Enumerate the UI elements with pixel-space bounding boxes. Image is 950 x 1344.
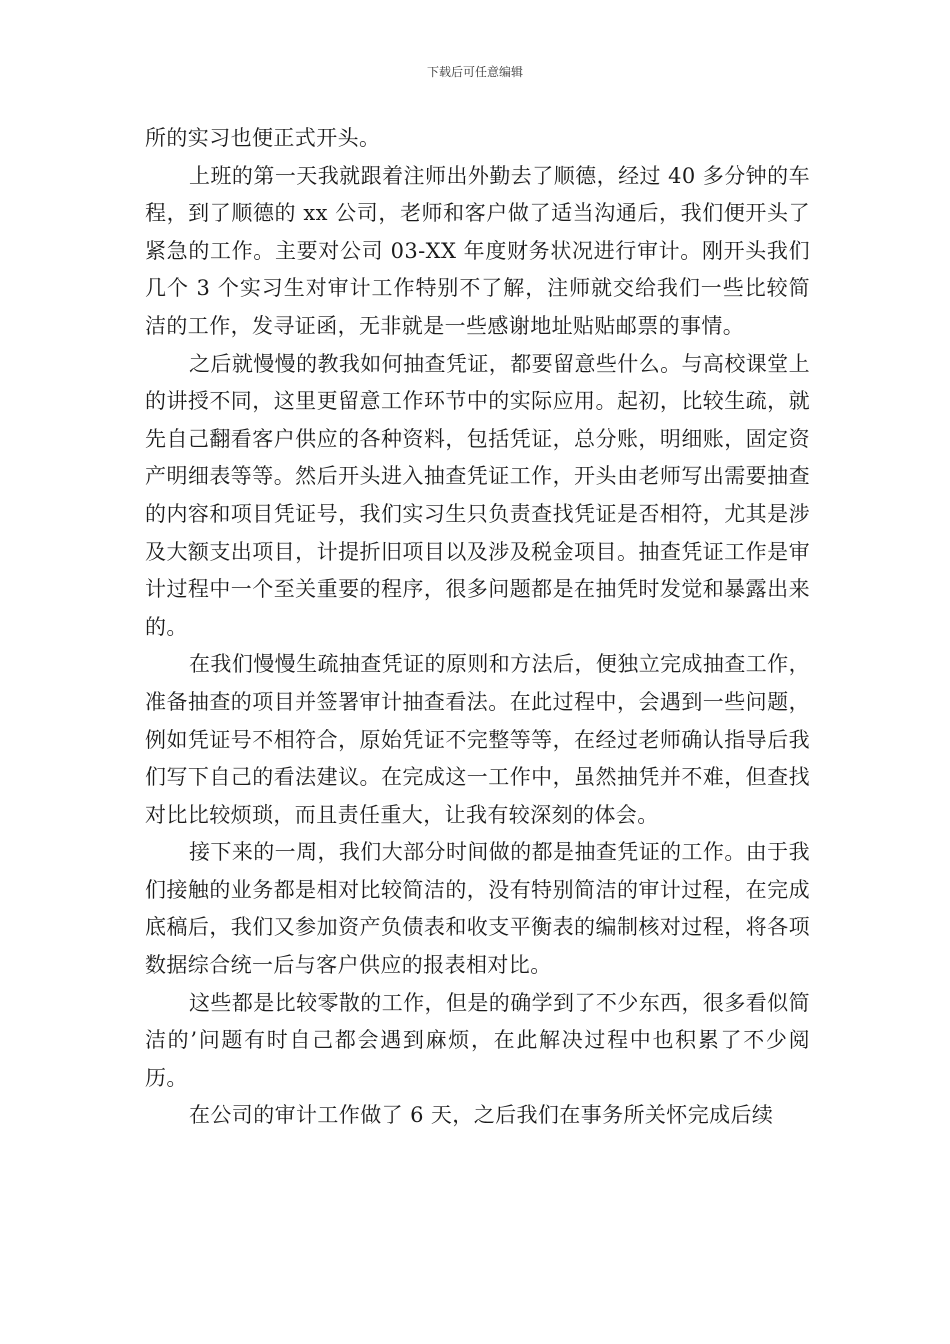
paragraph-scattered-work: 这些都是比较零散的工作，但是的确学到了不少东西，很多看似简洁的’问题有时自己都会遇到麻烦，在此解决过程中也积累了不少阅历。 bbox=[145, 990, 810, 1090]
document-body bbox=[145, 120, 810, 1135]
page-header-note: 下载后可任意编辑 bbox=[426, 65, 523, 79]
paragraph-independent-work: 在我们慢慢生疏抽查凭证的原则和方法后，便独立完成抽查工作，准备抽查的项目并签署审计抽查看法。在此过程中，会遇到一些问题，例如凭证号不相符合，原始凭证不完整等等，在经过老师确认指导后我们写下自己的看法建议。在完成这一工作中，虽然抽凭并不难，但查找对比比较烦琐，而且责任重大，让我有较深刻的体会。 bbox=[145, 652, 810, 827]
paragraph-voucher-check: 之后就慢慢的教我如何抽查凭证，都要留意些什么。与高校课堂上的讲授不同，这里更留意工作环节中的实际应用。起初，比较生疏，就先自己翻看客户供应的各种资料，包括凭证，总分账，明细账，固定资产明细表等等。然后开头进入抽查凭证工作，开头由老师写出需要抽查的内容和项目凭证号，我们实习生只负责查找凭证是否相符，尤其是涉及大额支出项目，计提折旧项目以及涉及税金项目。抽查凭证工作是审计过程中一个至关重要的程序，很多问题都是在抽凭时发觉和暴露出来的。 bbox=[145, 351, 810, 639]
paragraph-continuation: 所的实习也便正式开头。 bbox=[145, 126, 381, 150]
paragraph-next-week: 接下来的一周，我们大部分时间做的都是抽查凭证的工作。由于我们接触的业务都是相对比较简洁的，没有特别简洁的审计过程，在完成底稿后，我们又参加资产负债表和收支平衡表的编制核对过程，将各项数据综合统一后与客户供应的报表相对比。 bbox=[145, 840, 810, 978]
paragraph-first-day: 上班的第一天我就跟着注师出外勤去了顺德，经过 40 多分钟的车程，到了顺德的 xx 公司，老师和客户做了适当沟通后，我们便开头了紧急的工作。主要对公司 03-XX 年度财务状况进行审计。刚开头我们几个 3 个实习生对审计工作特别不了解，注师就交给我们一些比较简洁的工作，发寻证函，无非就是一些感谢地址贴贴邮票的事情。 bbox=[145, 163, 810, 338]
paragraph-six-days: 在公司的审计工作做了 6 天，之后我们在事务所关怀完成后续 bbox=[189, 1103, 774, 1128]
